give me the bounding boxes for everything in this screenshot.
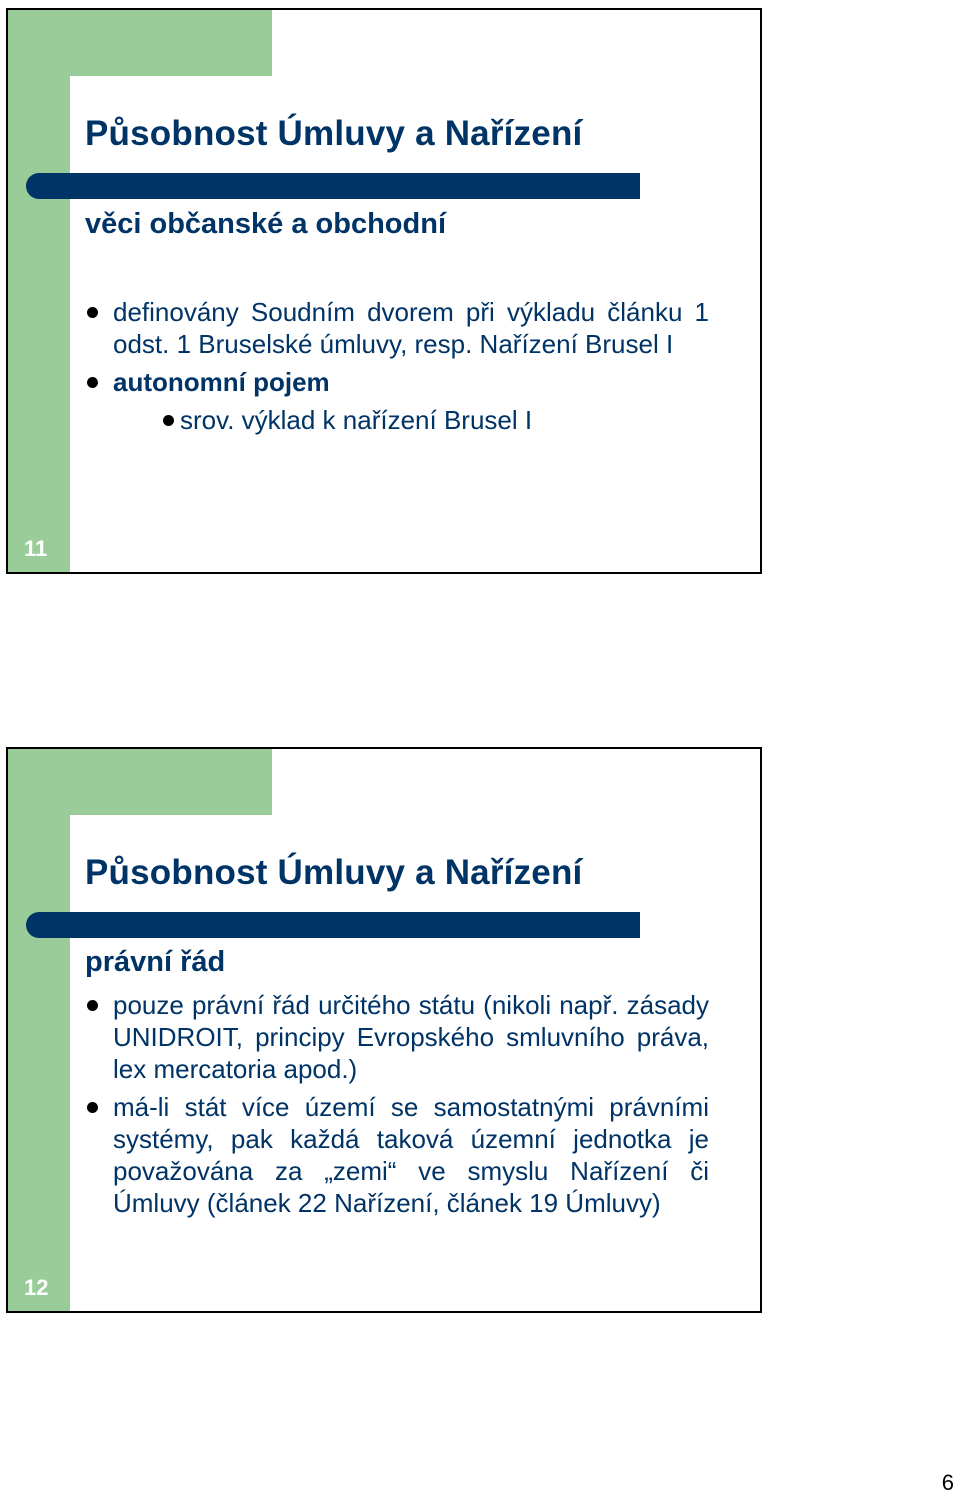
title-underline-bar [26, 173, 640, 199]
bullet-list [85, 989, 709, 1225]
bullet-list [85, 296, 709, 442]
slide-11 [6, 8, 762, 574]
sub-bullet-item: srov. výklad k nařízení Brusel I [85, 404, 709, 436]
bullet-item: pouze právní řád určitého státu (nikoli např. zásady UNIDROIT, principy Evropského smluvního práva, lex mercatoria apod.) [85, 989, 709, 1085]
title-underline-bar [26, 912, 640, 938]
slide-title: Působnost Úmluvy a Nařízení [85, 114, 583, 153]
green-sidebar [8, 749, 70, 1311]
slide-number: 12 [24, 1275, 49, 1300]
bullet-item: definovány Soudním dvorem při výkladu článku 1 odst. 1 Bruselské úmluvy, resp. Nařízení Brusel I [85, 296, 709, 360]
slide-12 [6, 747, 762, 1313]
slide-subtitle: právní řád [85, 946, 226, 978]
slide-title: Působnost Úmluvy a Nařízení [85, 853, 583, 892]
bullet-item: má-li stát více území se samostatnými právními systémy, pak každá taková územní jednotka je považována za „zemi“ ve smyslu Nařízení či Úmluvy (článek 22 Nařízení, článek 19 Úmluvy) [85, 1091, 709, 1219]
page-number: 6 [941, 1470, 954, 1495]
slide-subtitle: věci občanské a obchodní [85, 208, 446, 240]
green-sidebar [8, 10, 70, 572]
slide-number: 11 [24, 536, 48, 561]
bullet-item: autonomní pojem [85, 366, 709, 398]
